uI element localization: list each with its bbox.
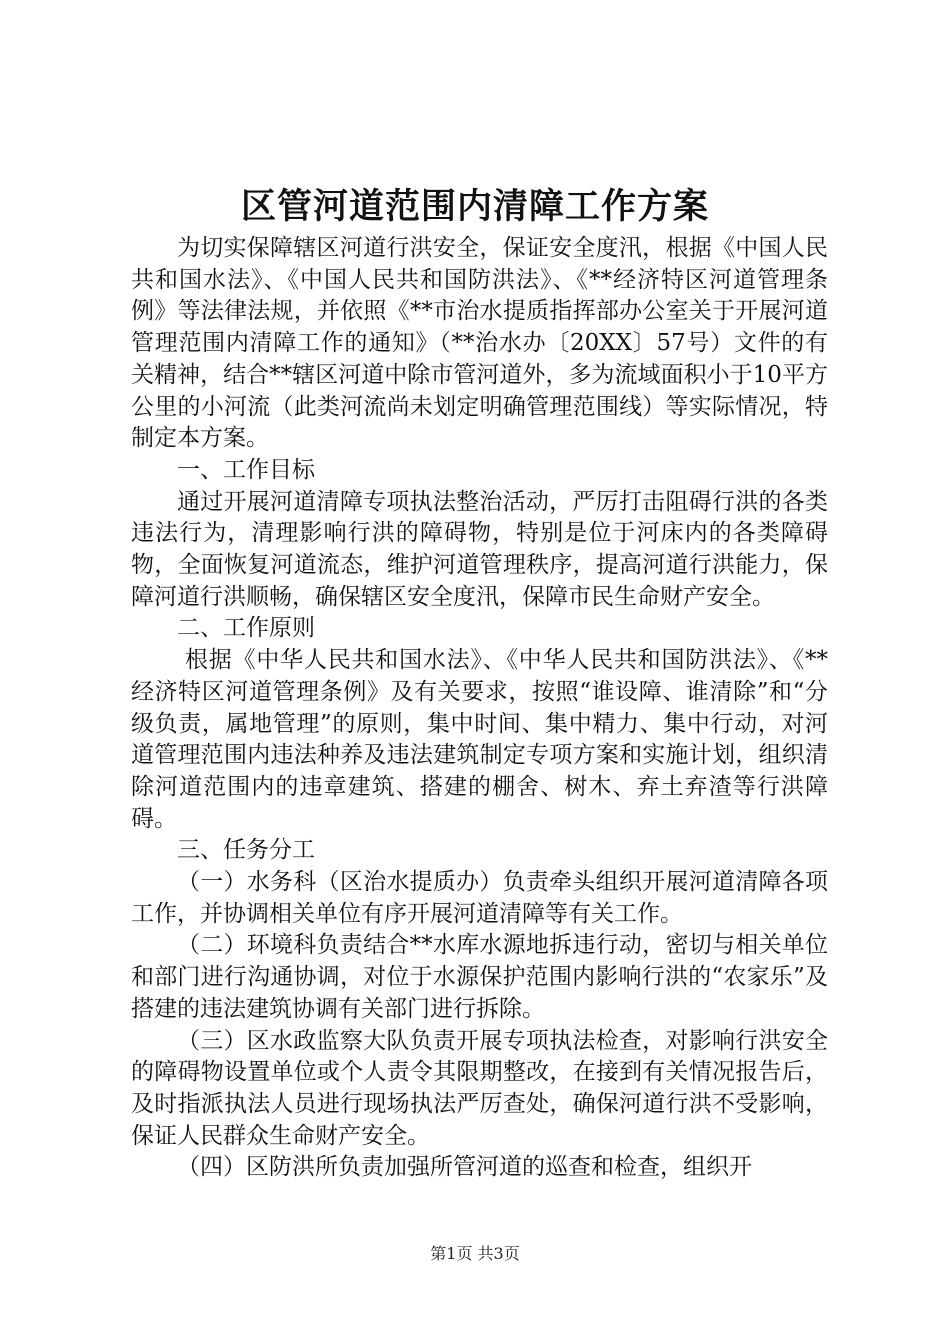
task-item: （四）区防洪所负责加强所管河道的巡查和检查，组织开 (177, 1154, 752, 1181)
intro-paragraph: 为切实保障辖区河道行洪安全，保证安全度汛，根据《中国人民共和国水法》、《中国人民共和国防洪法》、《**经济特区河道管理条例》等法律法规，并依照《**市治水提质指挥部办公室关于开展河道管理范围内清障工作的通知》（**治水办〔20XX〕57号）文件的有关精神，结合**辖区河道中除市管河道外，多为流域面积小于10平方公里的小河流（此类河流尚未划定明确管理范围线）等实际情况，特制定本方案。 (131, 235, 828, 452)
document-title: 区管河道范围内清障工作方案 (240, 186, 709, 227)
document-body (131, 233, 828, 1184)
task-item: （二）环境科负责结合**水库水源地拆违行动，密切与相关单位和部门进行沟通协调，对位于水源保护范围内影响行洪的“农家乐”及搭建的违法建筑协调有关部门进行拆除。 (131, 932, 828, 1022)
section-text-principles: 根据《中华人民共和国水法》、《中华人民共和国防洪法》、《**经济特区河道管理条例》及有关要求，按照“谁设障、谁清除”和“分级负责，属地管理”的原则，集中时间、集中精力、集中行动，对河道管理范围内违法种养及违法建筑制定专项方案和实施计划，组织清除河道范围内的违章建筑、搭建的棚舍、树木、弃土弃渣等行洪障碍。 (131, 647, 828, 832)
task-item: （三）区水政监察大队负责开展专项执法检查，对影响行洪安全的障碍物设置单位或个人责令其限期整改，在接到有关情况报告后，及时指派执法人员进行现场执法严厉查处，确保河道行洪不受影响，保证人民群众生命财产安全。 (131, 1027, 828, 1149)
section-heading-goals: 一、工作目标 (177, 456, 315, 483)
section-text-goals: 通过开展河道清障专项执法整治活动，严厉打击阻碍行洪的各类违法行为，清理影响行洪的障碍物，特别是位于河床内的各类障碍物，全面恢复河道流态，维护河道管理秩序，提高河道行洪能力，保障河道行洪顺畅，确保辖区安全度汛，保障市民生命财产安全。 (131, 488, 828, 610)
section-heading-tasks: 三、任务分工 (177, 837, 315, 864)
section-heading-principles: 二、工作原则 (177, 615, 315, 642)
page-number-footer: 第1页 共3页 (430, 1244, 520, 1263)
task-item: （一）水务科（区治水提质办）负责牵头组织开展河道清障各项工作，并协调相关单位有序开展河道清障等有关工作。 (131, 869, 828, 927)
